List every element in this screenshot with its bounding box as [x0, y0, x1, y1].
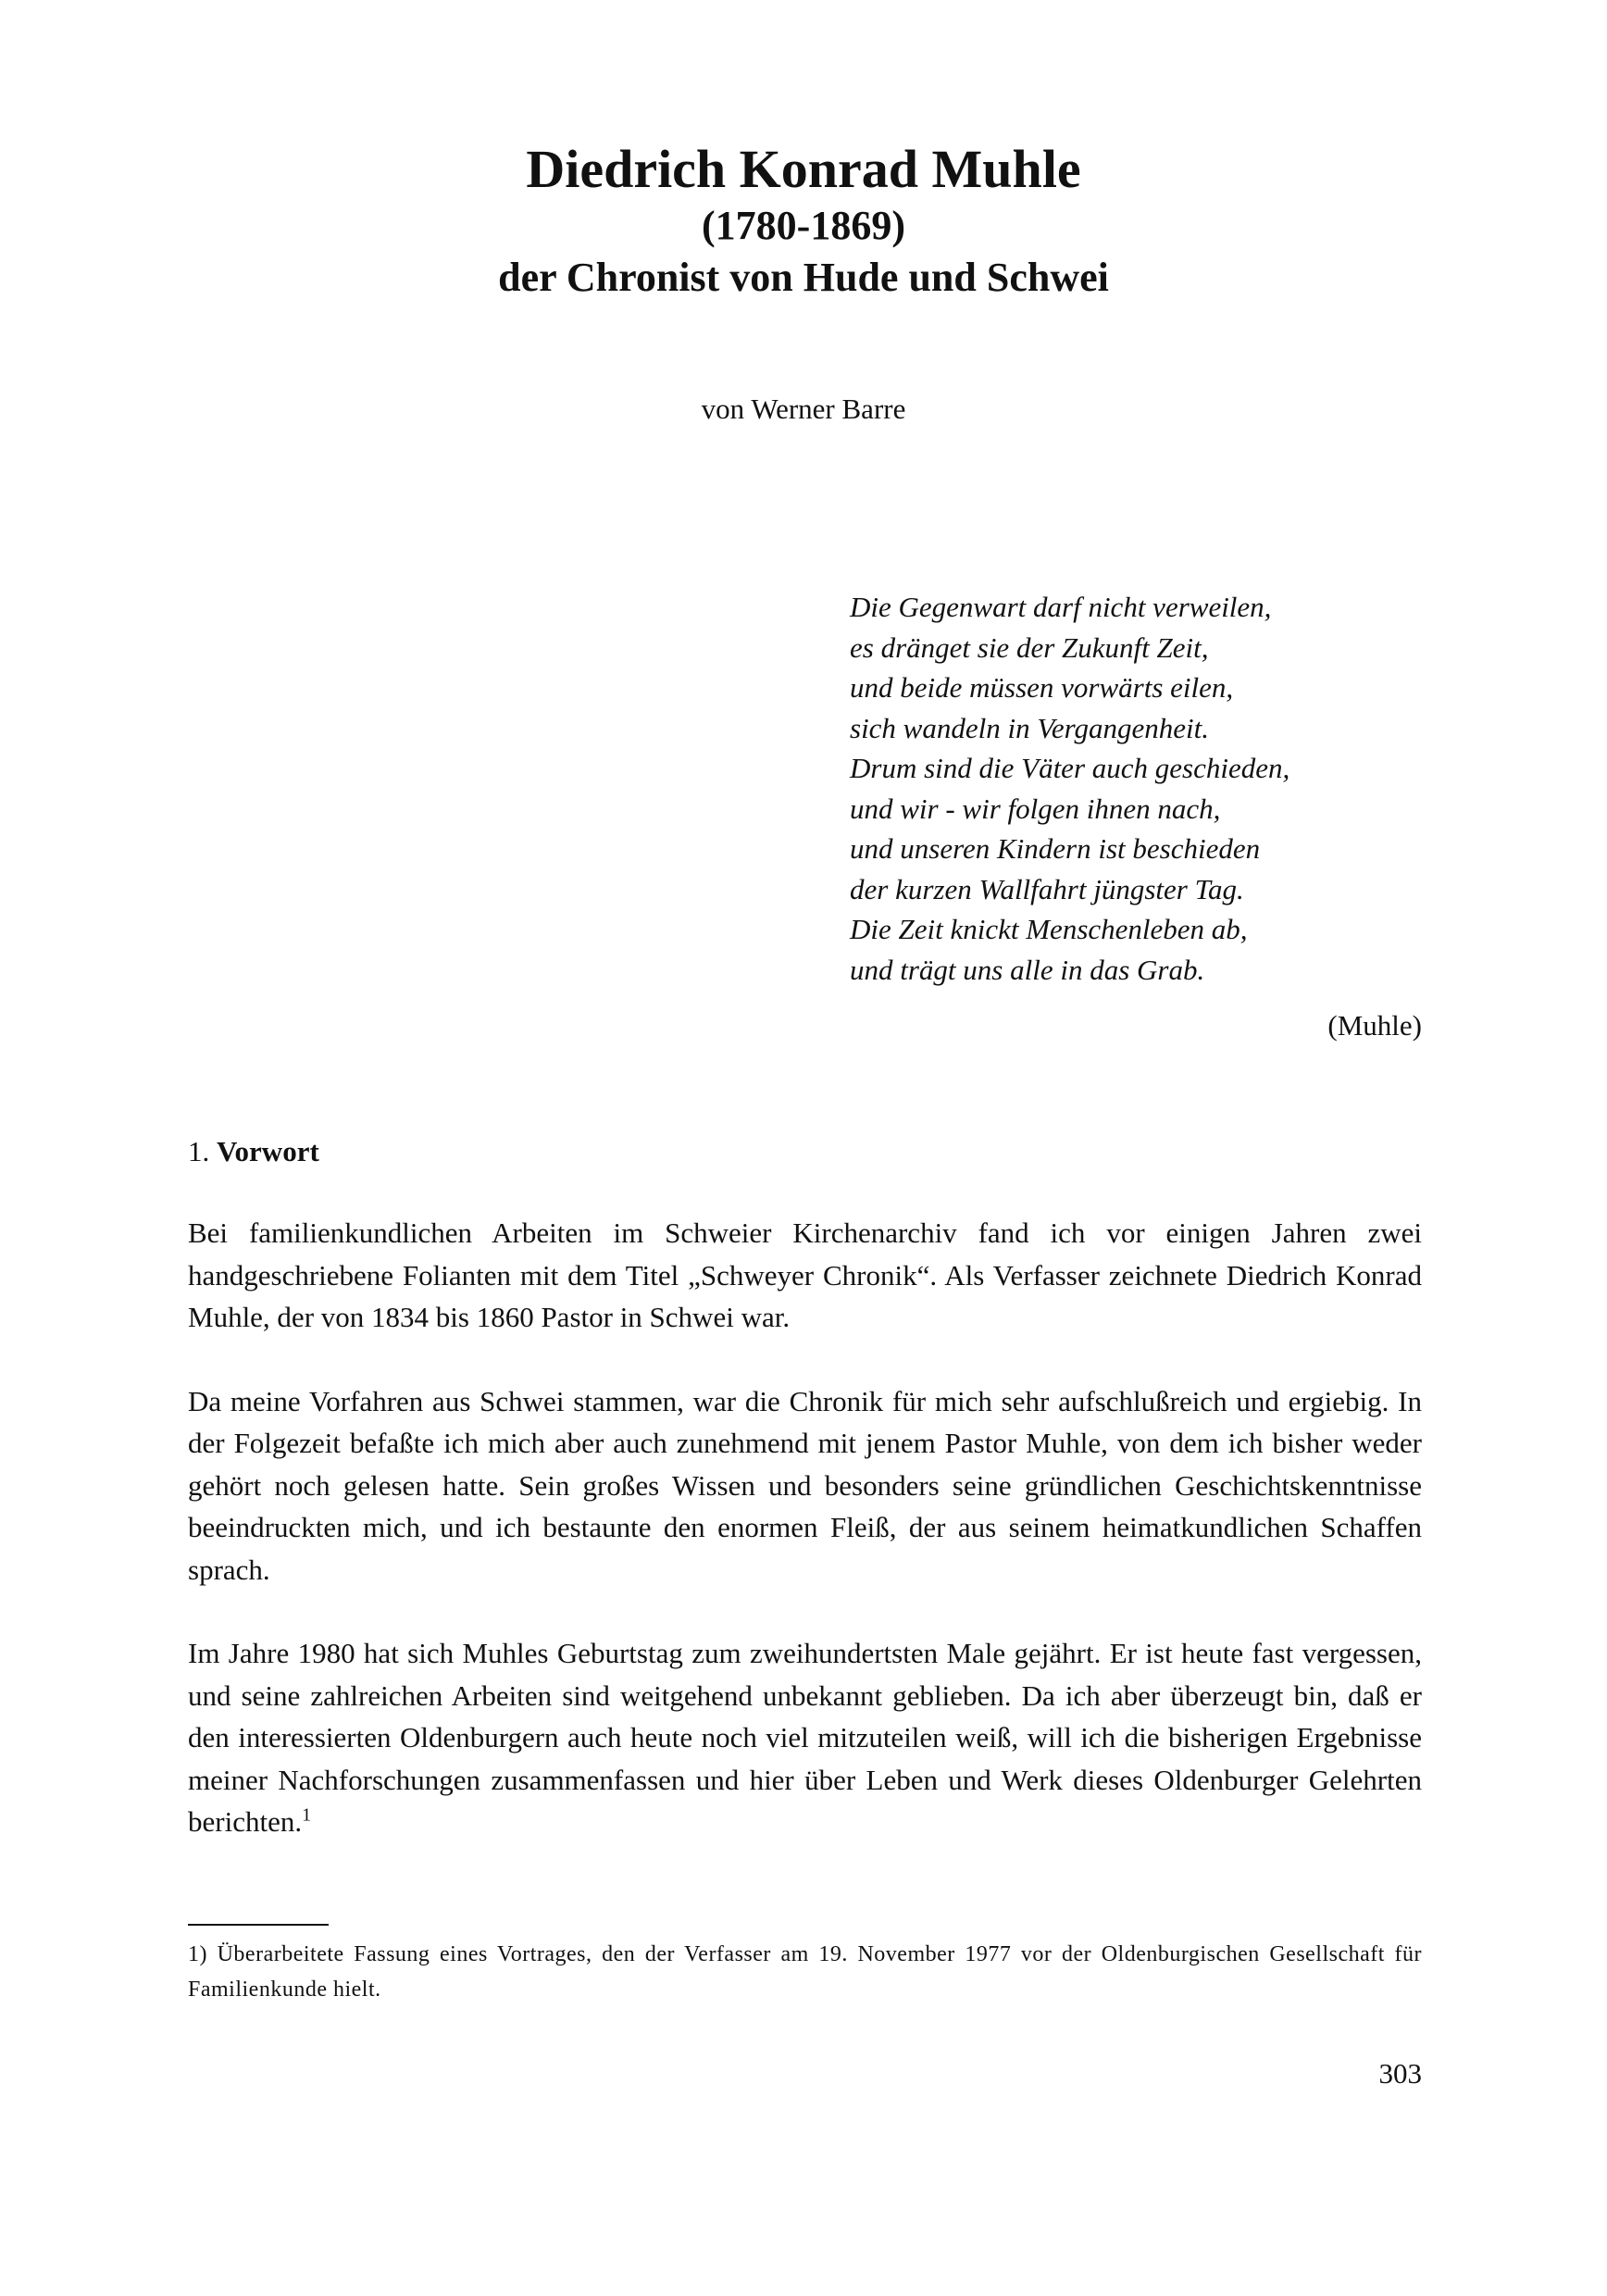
epigraph-poem: [850, 587, 1424, 990]
footnote-text: Überarbeitete Fassung eines Vortrages, den der Verfasser am 19. November 1977 vor der Oldenburgischen Gesellschaft für Familienkunde hielt.: [188, 1942, 1423, 2002]
section-number: 1.: [188, 1135, 210, 1167]
footnote-reference: 1: [302, 1804, 312, 1826]
poem-line: und unseren Kindern ist beschieden: [850, 832, 1261, 865]
paragraph-text: Im Jahre 1980 hat sich Muhles Geburtstag zum zweihundertsten Male gejährt. Er ist heute fast vergessen, und seine zahlreichen Arbeiten sind weitgehend unbekannt geblieben. Da ich aber überzeugt bin, daß er den interessierten Oldenburgern auch heute noch viel mitzuteilen weiß, will ich die bisherigen Ergebnisse meiner Nachforschungen zusammenfassen und hier über Leben und Werk dieses Oldenburger Gelehrten berichten.: [188, 1637, 1422, 1838]
paragraph-text: Bei familienkundlichen Arbeiten im Schweier Kirchenarchiv fand ich vor einigen Jahren zwei handgeschriebene Folianten mit dem Titel „Schweyer Chronik“. Als Verfasser zeichnete Diedrich Konrad Muhle, der von 1834 bis 1860 Pastor in Schwei war.: [188, 1217, 1422, 1333]
footnote-divider: [188, 1924, 329, 1926]
paragraph-text: Da meine Vorfahren aus Schwei stammen, war die Chronik für mich sehr aufschlußreich und ergiebig. In der Folgezeit befaßte ich mich aber auch zunehmend mit jenem Pastor Muhle, von dem ich bisher weder gehört noch gelesen hatte. Sein großes Wissen und besonders seine gründlichen Geschichtskenntnisse beeindruckten mich, und ich bestaunte den enormen Fleiß, der aus seinem heimatkundlichen Schaffen sprach.: [188, 1384, 1422, 1586]
body-text: [188, 1212, 1422, 1885]
poem-line: und wir - wir folgen ihnen nach,: [850, 792, 1221, 825]
paragraph: [188, 1212, 1422, 1339]
title-name: Diedrich Konrad Muhle: [526, 139, 1081, 199]
poem-line: der kurzen Wallfahrt jüngster Tag.: [850, 872, 1244, 905]
section-heading: [188, 1133, 319, 1170]
title-dates: (1780-1869): [702, 203, 905, 248]
paragraph: [188, 1380, 1422, 1591]
author-byline: von Werner Barre: [701, 393, 906, 425]
title-subtitle: der Chronist von Hude und Schwei: [498, 255, 1109, 300]
poem-attribution: (Muhle): [1327, 1009, 1422, 1042]
poem-line: sich wandeln in Vergangenheit.: [850, 711, 1210, 744]
footnote: [188, 1937, 1422, 2007]
poem-line: und beide müssen vorwärts eilen,: [850, 671, 1234, 704]
article-title: [0, 139, 1607, 304]
poem-line: es dränget sie der Zukunft Zeit,: [850, 630, 1209, 664]
poem-line: Drum sind die Väter auch geschieden,: [850, 752, 1290, 784]
poem-line: Die Zeit knickt Menschenleben ab,: [850, 913, 1248, 945]
paragraph: [188, 1632, 1422, 1843]
poem-line: Die Gegenwart darf nicht verweilen,: [850, 591, 1272, 623]
poem-line: und trägt uns alle in das Grab.: [850, 953, 1205, 986]
section-title: Vorwort: [217, 1135, 319, 1167]
page-number: 303: [1378, 2057, 1422, 2090]
footnote-marker: 1): [188, 1942, 207, 1966]
